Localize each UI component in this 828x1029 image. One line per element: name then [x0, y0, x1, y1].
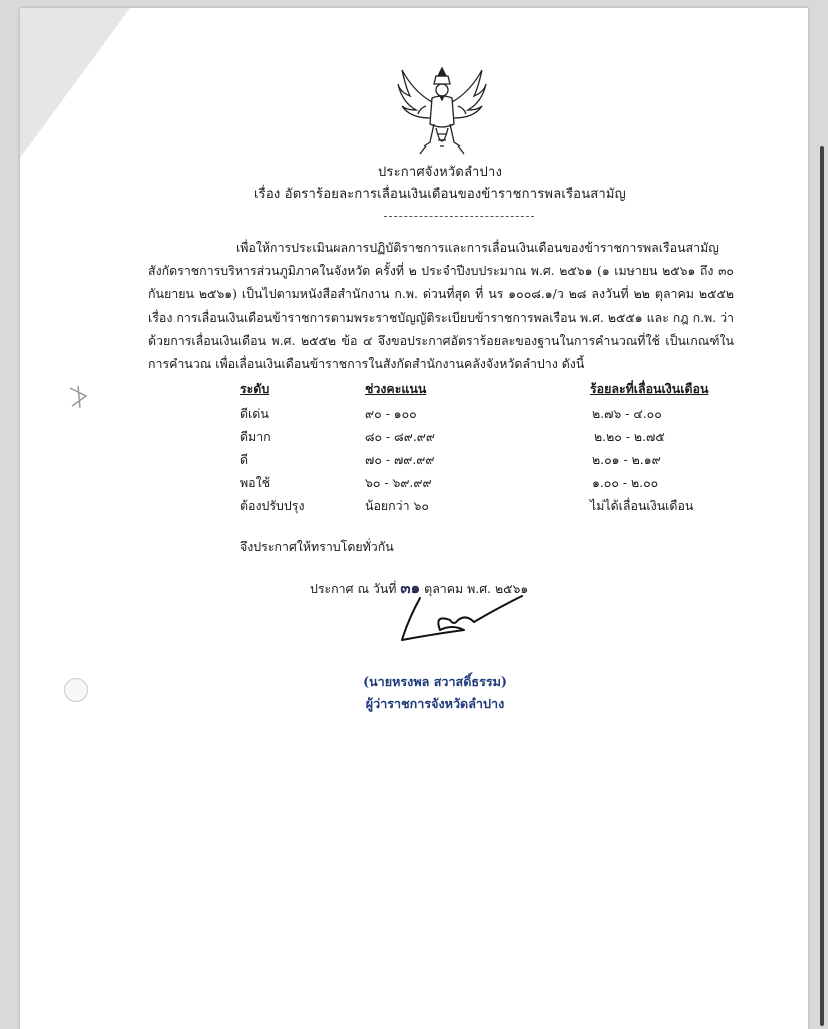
date-rest: ตุลาคม พ.ศ. ๒๕๖๑ [424, 581, 529, 596]
document-title: ประกาศจังหวัดลำปาง [377, 165, 503, 180]
row-percent: ๑.๐๐ - ๒.๐๐ [592, 475, 659, 490]
handwritten-signature-icon [394, 590, 534, 650]
folded-corner [20, 8, 130, 158]
paragraph-text: เพื่อให้การประเมินผลการปฏิบัติราชการและการเลื่อนเงินเดือนของข้าราชการพลเรือนสามัญ สังกัดราชการบริหารส่วนภูมิภาคในจังหวัด ครั้งที่ ๒ ประจำปีงบประมาณ พ.ศ. ๒๕๖๑ (๑ เมษายน ๒๕๖๑ ถึง ๓๐ กันยายน ๒๕๖๑) เป็นไปตามหนังสือสำนักงาน ก.พ. ด่วนที่สุด ที่ นร ๑๐๐๘.๑/ว ๒๘ ลงวันที่ ๒๒ ตุลาคม ๒๕๕๒ เรื่อง การเลื่อนเงินเดือนข้าราชการตามพระราชบัญญัติระเบียบข้าราชการพลเรือน พ.ศ. ๒๕๕๑ และ กฎ ก.พ. ว่าด้วยการเลื่อนเงินเดือน พ.ศ. ๒๕๕๒ ข้อ ๔ จึงขอประกาศอัตราร้อยละของฐานในการคำนวณที่ใช้ เป็นเกณฑ์ในการคำนวณ เพื่อเลื่อนเงินเดือนข้าราชการในสังกัดสำนักงานคลังจังหวัดลำปาง ดังนี้ [148, 240, 734, 372]
row-percent: ๒.๐๑ - ๒.๑๙ [592, 452, 661, 467]
signer-name: (นายหรงพล สวาสดิ์ธรรม) [363, 674, 507, 689]
title-divider [384, 216, 534, 217]
row-percent: ๒.๗๖ - ๔.๐๐ [592, 406, 662, 421]
date-prefix: ประกาศ ณ วันที่ [310, 581, 397, 596]
document-subject: เรื่อง อัตราร้อยละการเลื่อนเงินเดือนของข้าราชการพลเรือนสามัญ [254, 187, 626, 202]
signer-position: ผู้ว่าราชการจังหวัดลำปาง [365, 696, 505, 711]
date-day: ๓๑ [400, 579, 421, 597]
row-level: ต้องปรับปรุง [240, 498, 305, 513]
header-percent: ร้อยละที่เลื่อนเงินเดือน [590, 381, 709, 396]
closing-statement: จึงประกาศให้ทราบโดยทั่วกัน [240, 539, 394, 554]
row-level: พอใช้ [240, 475, 271, 490]
row-percent: ๒.๒๐ - ๒.๗๕ [594, 429, 665, 444]
row-level: ดี [240, 452, 249, 467]
row-percent: ไม่ได้เลื่อนเงินเดือน [590, 498, 694, 513]
header-level: ระดับ [240, 381, 270, 396]
row-score: ๙๐ - ๑๐๐ [365, 406, 417, 421]
row-level: ดีเด่น [240, 406, 269, 421]
row-score: น้อยกว่า ๖๐ [365, 498, 429, 513]
row-score: ๖๐ - ๖๙.๙๙ [365, 475, 432, 490]
header-score: ช่วงคะแนน [365, 381, 427, 396]
scrollbar[interactable] [820, 146, 824, 1026]
body-paragraph [148, 236, 734, 375]
row-score: ๗๐ - ๗๙.๙๙ [365, 452, 435, 467]
punch-hole [64, 678, 88, 702]
row-level: ดีมาก [240, 429, 271, 444]
garuda-emblem-icon [396, 62, 488, 160]
row-score: ๘๐ - ๘๙.๙๙ [365, 429, 435, 444]
margin-mark-icon [64, 382, 94, 412]
